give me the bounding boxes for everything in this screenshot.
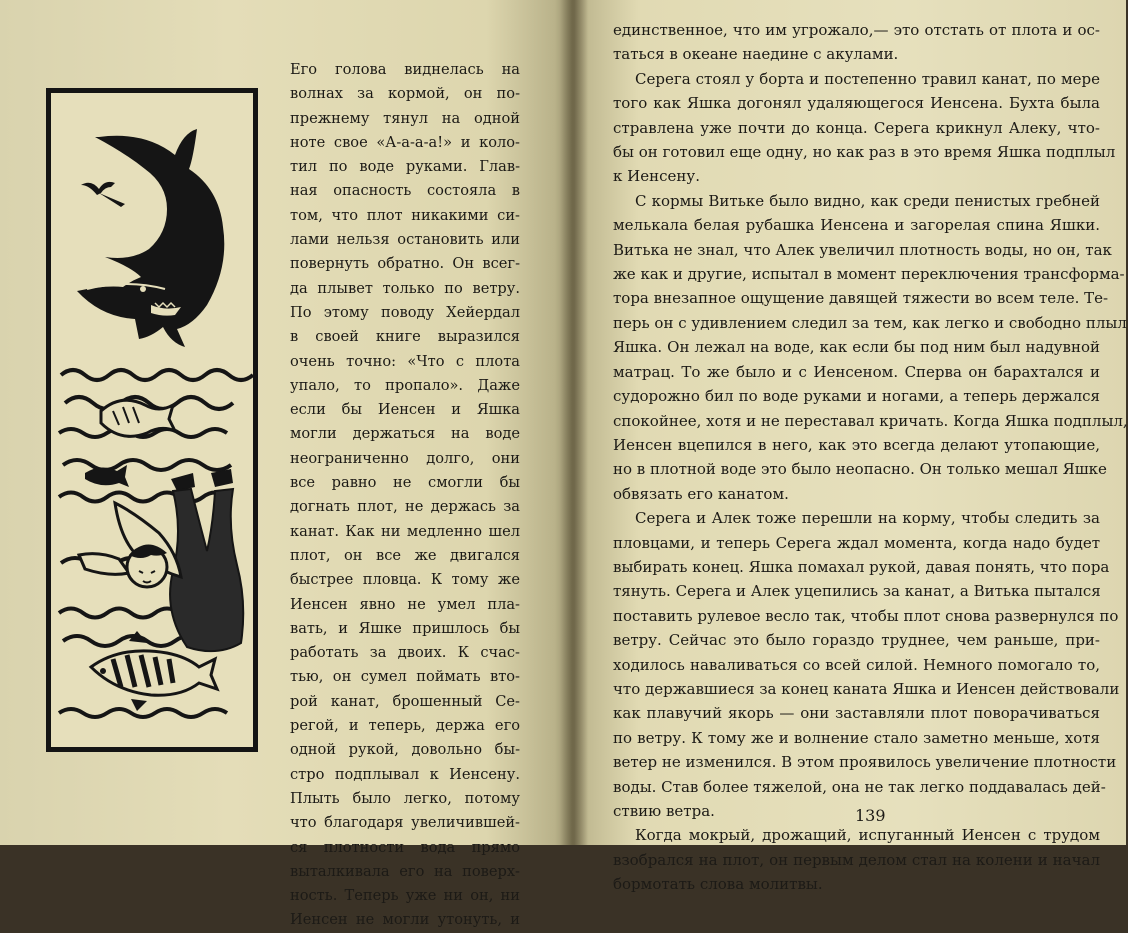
text-line: как плавучий якорь — они заставляли плот поворачиваться [613,704,1100,723]
text-line: поставить рулевое весло так, чтобы плот снова развернулся по [613,606,1119,625]
text-line: ствию ветра. [613,802,715,820]
text-line: работать за двоих. К счас- [290,644,520,662]
right-text-column [613,18,1128,897]
text-line: могли держаться на воде [290,425,520,443]
text-line: очень точно: «Что с плота [290,352,520,370]
left-text-column [290,58,520,933]
text-line: того как Яшка догонял удаляющегося Иенсена. Бухта была [613,94,1100,113]
text-line: догнать плот, не держась за [290,498,520,516]
text-line: тил по воде руками. Глав- [290,158,520,176]
shark-and-swimmers-engraving-icon [51,93,253,747]
text-line: ность. Теперь уже ни он, ни [290,887,520,905]
text-line: же как и другие, испытал в момент переключения трансформа- [613,265,1125,284]
text-line: выбирать конец. Яшка помахал рукой, давая понять, что пора [613,557,1110,576]
text-line: Иенсен не могли утонуть, и [290,911,520,929]
text-line: одной рукой, довольно бы- [290,741,520,759]
text-line: бы он готовил еще одну, но как раз в это время Яшка подплыл [613,143,1116,162]
text-line: что державшиеся за конец каната Яшка и Иенсен действовали [613,679,1120,698]
text-line: повернуть обратно. Он всег- [290,255,520,273]
text-line: мелькала белая рубашка Иенсена и загорелая спина Яшки. [613,216,1100,235]
text-line: в своей книге выразился [290,328,520,346]
text-line: взобрался на плот, он первым делом стал на колени и начал [613,850,1100,869]
book-spine-shadow [560,0,588,845]
text-line: неограниченно долго, они [290,449,520,467]
text-line: ветру. Сейчас это было гораздо труднее, чем раньше, при- [613,631,1100,650]
text-line: Яшка. Он лежал на воде, как если бы под ним был надувной [613,338,1100,357]
text-line: бормотать слова молитвы. [613,875,823,894]
text-line: По этому поводу Хейердал [290,303,520,321]
text-line: ветер не изменился. В этом проявилось увеличение плотности [613,753,1117,772]
text-line: все равно не смогли бы [290,474,520,492]
text-line: выталкивала его на поверх- [290,862,520,880]
text-line: да плывет только по ветру. [290,279,520,297]
text-line: судорожно бил по воде руками и ногами, а теперь держался [613,387,1100,406]
text-line: ходилось наваливаться со всей силой. Немного помогало то, [613,655,1100,674]
text-line: волнах за кормой, он по- [290,85,520,103]
text-line: плот, он все же двигался [290,546,520,564]
text-line: ноте свое «А-а-а-а!» и коло- [290,133,520,151]
text-line: канат. Как ни медленно шел [290,522,520,540]
text-line: воды. Став более тяжелой, она не так легко поддавалась дей- [613,777,1106,796]
text-line: лами нельзя остановить или [290,231,520,249]
text-line: Иенсен вцепился в него, как это всегда делают утопающие, [613,435,1100,454]
text-line: Серега стоял у борта и постепенно травил канат, по мере [635,69,1100,88]
text-line: рой канат, брошенный Се- [290,692,520,710]
text-line: Серега и Алек тоже перешли на корму, чтобы следить за [635,509,1100,528]
text-line: к Иенсену. [613,167,700,186]
text-line: тью, он сумел поймать вто- [290,668,520,686]
text-line: стро подплывал к Иенсену. [290,765,520,783]
text-line: С кормы Витьке было видно, как среди пенистых гребней [635,191,1100,210]
text-line: вать, и Яшке пришлось бы [290,619,520,637]
text-line: том, что плот никакими си- [290,206,520,224]
text-line: обвязать его канатом. [613,484,789,503]
text-line: единственное, что им угрожало,— это отстать от плота и ос- [613,21,1100,39]
text-line: Его голова виднелась на [290,61,520,78]
text-line: что благодаря увеличившей- [290,814,520,832]
text-line: тянуть. Серега и Алек уцепились за канат, а Витька пытался [613,582,1101,601]
text-line: перь он с удивлением следил за тем, как легко и свободно плыл [613,313,1127,332]
text-line: по ветру. К тому же и волнение стало заметно меньше, хотя [613,728,1100,747]
text-line: Витька не знал, что Алек увеличил плотность воды, но он, так [613,240,1112,259]
text-line: Иенсен явно не умел пла- [290,595,520,613]
text-line: прежнему тянул на одной [290,109,520,127]
text-line: если бы Иенсен и Яшка [290,401,520,419]
text-line: тора внезапное ощущение давящей тяжести во всем теле. Те- [613,289,1109,308]
text-line: Когда мокрый, дрожащий, испуганный Иенсен с трудом [635,826,1100,845]
page-number: 139 [855,806,886,825]
text-line: регой, и теперь, держа его [290,717,520,735]
illustration-frame [46,88,258,752]
text-line: ся плотности вода прямо [290,838,520,856]
text-line: Плыть было легко, потому [290,789,520,807]
text-line: быстрее пловца. К тому же [290,571,520,589]
text-line: матрац. То же было и с Иенсеном. Сперва он барахтался и [613,362,1100,381]
text-line: упало, то пропало». Даже [290,376,520,394]
text-line: ная опасность состояла в [290,182,520,200]
text-line: стравлена уже почти до конца. Серега крикнул Алеку, что- [613,118,1100,137]
text-line: спокойнее, хотя и не переставал кричать. Когда Яшка подплыл, [613,411,1128,430]
text-line: но в плотной воде это было неопасно. Он только мешал Яшке [613,460,1107,479]
text-line: пловцами, и теперь Серега ждал момента, когда надо будет [613,533,1100,552]
text-line: таться в океане наедине с акулами. [613,45,899,64]
